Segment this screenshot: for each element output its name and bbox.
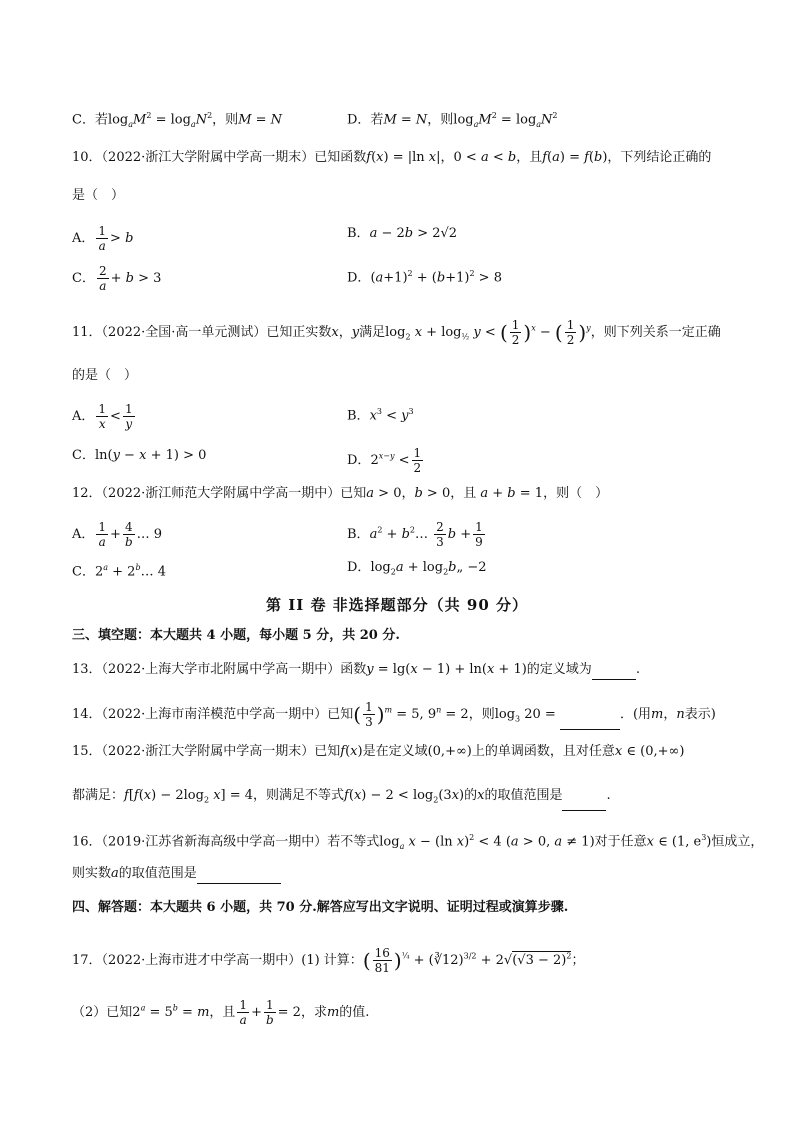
part-3-heading: 三、填空题：本大题共 4 小题，每小题 5 分，共 20 分. bbox=[72, 628, 400, 643]
q11-option-d: D．$2^{x-y}$ < $\frac{1}{2}$ bbox=[347, 446, 422, 475]
q11-option-a: A． $\frac{1}{x}$ < $\frac{1}{y}$ bbox=[72, 402, 133, 431]
q10-option-b: B．a − 2b > 2√2 bbox=[347, 226, 458, 241]
q12-option-d: D．$\log_2a$ + $\log_2b„ -2$ bbox=[347, 560, 487, 577]
q17-part-1: 17．（2022·上海市进才中学高一期中）(1) 计算：( $\frac{16}{81}$ )$^{\frac{1}{4}}$ + (∛12)$^{3/2}$ + $2√(√3 - 2)^2$； bbox=[72, 946, 585, 975]
q16-stem: 16．（2019·江苏省新海高级中学高一期中）若不等式$\log_a x - (\ln$ x)$^2$ < 4 (a > 0, a ≠ 1)对于任意x ∈ (1, $e^3$)恒成立， bbox=[72, 833, 764, 851]
q10-option-d: D．$(a+1)^2 + (b+1)^2 > 8$ bbox=[347, 269, 502, 286]
q10-stem-2: 是（ ） bbox=[72, 188, 125, 203]
q9-option-d: D．若M = N，则$\log_aM^2 = \log_aN^2$ bbox=[347, 111, 558, 129]
q11-stem: 11．（2022·全国·高一单元测试）已知正实数x，y满足$\log_2 x + \log_{\frac{1}{2}} y$ < ( $\frac{1}{2}$ )$^x$ − ( $\frac{1}{2}$ )$^y$，则下列关系一定正确 bbox=[72, 318, 721, 347]
q15-stem-2: 都满足：$f[f(x) - 2\log_2$ x] = 4，则满足不等式$f(x) - 2 < \log_2(3x)$的x的取值范围是 . bbox=[72, 786, 611, 811]
q16-stem-2: 则实数a的取值范围是 bbox=[72, 864, 281, 884]
q12-option-a: A． $\frac{1}{a}$ + $\frac{4}{b}$ … 9 bbox=[72, 520, 163, 549]
part-4-heading: 四、解答题：本大题共 6 小题，共 70 分.解答应写出文字说明、证明过程或演算步骤. bbox=[72, 900, 569, 915]
q13-stem: 13．（2022·上海大学市北附属中学高一期中）函数y = lg(x − 1) + ln(x + 1)的定义域为 . bbox=[72, 660, 640, 680]
q17-part-2: （2）已知$2^a = 5^b = m$，且 $\frac{1}{a}$ + $\frac{1}{b}$ = 2，求m的值. bbox=[72, 998, 370, 1027]
q14-stem: 14．（2022·上海市南洋模范中学高一期中）已知( $\frac{1}{3}$ )$^m$ = 5, $9^n = 2$，则$\log_3 20$ = ．(用m，n表示) bbox=[72, 700, 716, 729]
q12-option-c: C．$2^a$ + $2^b\dots$ 4 bbox=[72, 563, 166, 580]
q10-stem: 10．（2022·浙江大学附属中学高一期末）已知函数f(x) = |ln x|，0 < a < b，且f(a) = f(b)，下列结论正确的 bbox=[72, 150, 712, 165]
q11-option-b: B．$x^3 < y^3$ bbox=[347, 407, 414, 424]
q11-option-c: C．ln(y − x + 1) > 0 bbox=[72, 448, 207, 463]
q12-option-b: B．$a^2$ + $b^2\dots$ $\frac{2}{3}$ b + $\frac{1}{9}$ bbox=[347, 520, 483, 549]
q10-option-a: A． $\frac{1}{a}$ > b bbox=[72, 224, 134, 253]
section-2-title: 第 II 卷 非选择题部分（共 90 分） bbox=[265, 596, 529, 614]
q12-stem: 12．（2022·浙江师范大学附属中学高一期中）已知a > 0，b > 0，且 a + b = 1，则（ ） bbox=[72, 486, 609, 501]
q11-stem-2: 的是（ ） bbox=[72, 368, 138, 383]
q15-stem: 15．（2022·浙江大学附属中学高一期末）已知f(x)是在定义域(0,+∞)上的单调函数，且对任意x ∈ (0,+∞) bbox=[72, 744, 685, 759]
q10-option-c: C． $\frac{2}{a}$ + b > 3 bbox=[72, 264, 162, 293]
q9-option-c: C．若$\log_aM^2 = \log_aN^2$，则M = N bbox=[72, 111, 283, 129]
